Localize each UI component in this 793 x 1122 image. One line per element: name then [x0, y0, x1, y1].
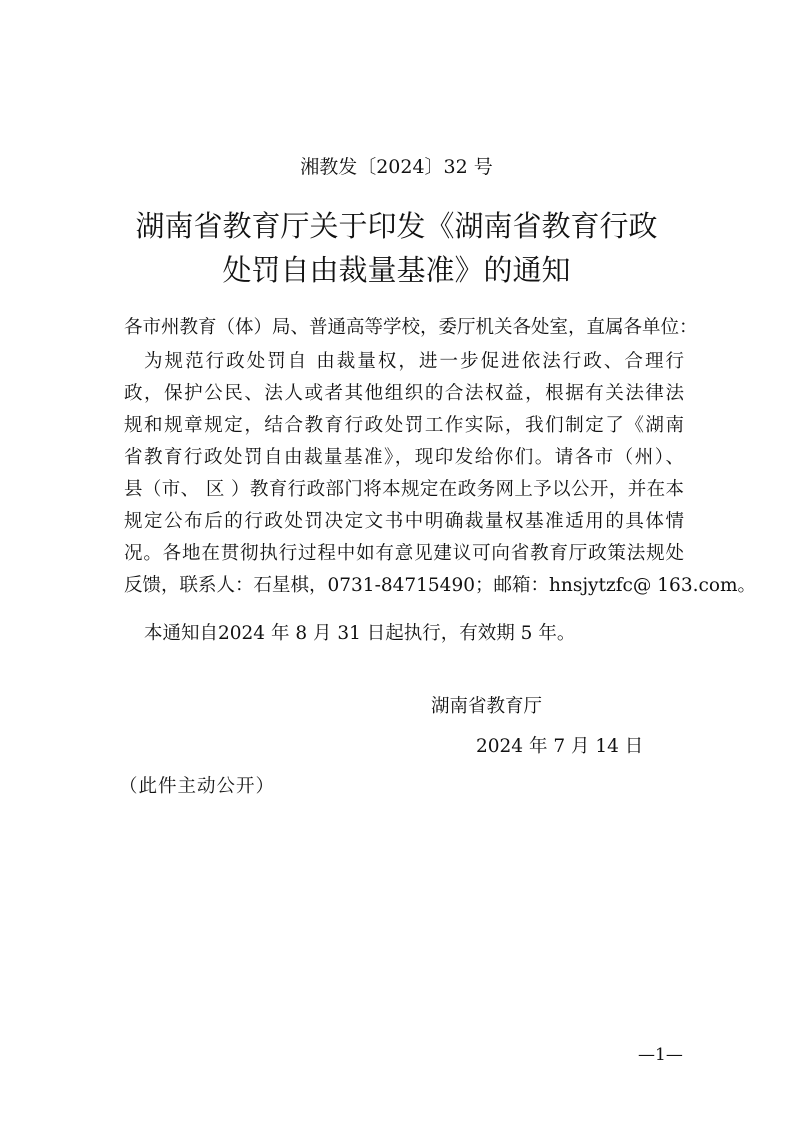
body-line: 规和规章规定，结合教育行政处罚工作实际，我们制定了《湖南 [124, 415, 684, 436]
body-line: 规定公布后的行政处罚决定文书中明确裁量权基准适用的具体情 [124, 511, 684, 532]
salutation: 各市州教育（体）局、普通高等学校，委厅机关各处室，直属各单位： [124, 317, 698, 338]
title-line: 湖南省教育厅关于印发《湖南省教育行政 [135, 209, 658, 243]
title-line: 处罚自由裁量基准》的通知 [222, 253, 571, 287]
body-line: 县（市、 区 ）教育行政部门将本规定在政务网上予以公开，并在本 [124, 479, 684, 500]
disclosure-note: （此件主动公开） [119, 776, 276, 797]
document-title [0, 204, 793, 292]
body-paragraph [124, 346, 757, 602]
issuer-name: 湖南省教育厅 [431, 696, 543, 717]
body-line: 为规范行政处罚自 由裁量权，进一步促进依法行政、合理行 [144, 351, 684, 372]
effective-date-paragraph: 本通知自2024 年 8 月 31 日起执行，有效期 5 年。 [144, 623, 576, 644]
body-line: 省教育行政处罚自由裁量基准》，现印发给你们。请各市（州）、 [124, 447, 684, 468]
body-line: 况。各地在贯彻执行过程中如有意见建议可向省教育厅政策法规处 [124, 543, 684, 564]
document-number: 湘教发〔2024〕32 号 [300, 156, 493, 178]
body-line: 政，保护公民、法人或者其他组织的合法权益，根据有关法律法 [124, 383, 684, 404]
page-number: —1— [638, 1045, 683, 1065]
body-line: 反馈，联系人：石星棋，0731-84715490；邮箱：hnsjytzfc@ 163.com。 [124, 575, 757, 596]
issue-date: 2024 年 7 月 14 日 [476, 736, 644, 757]
